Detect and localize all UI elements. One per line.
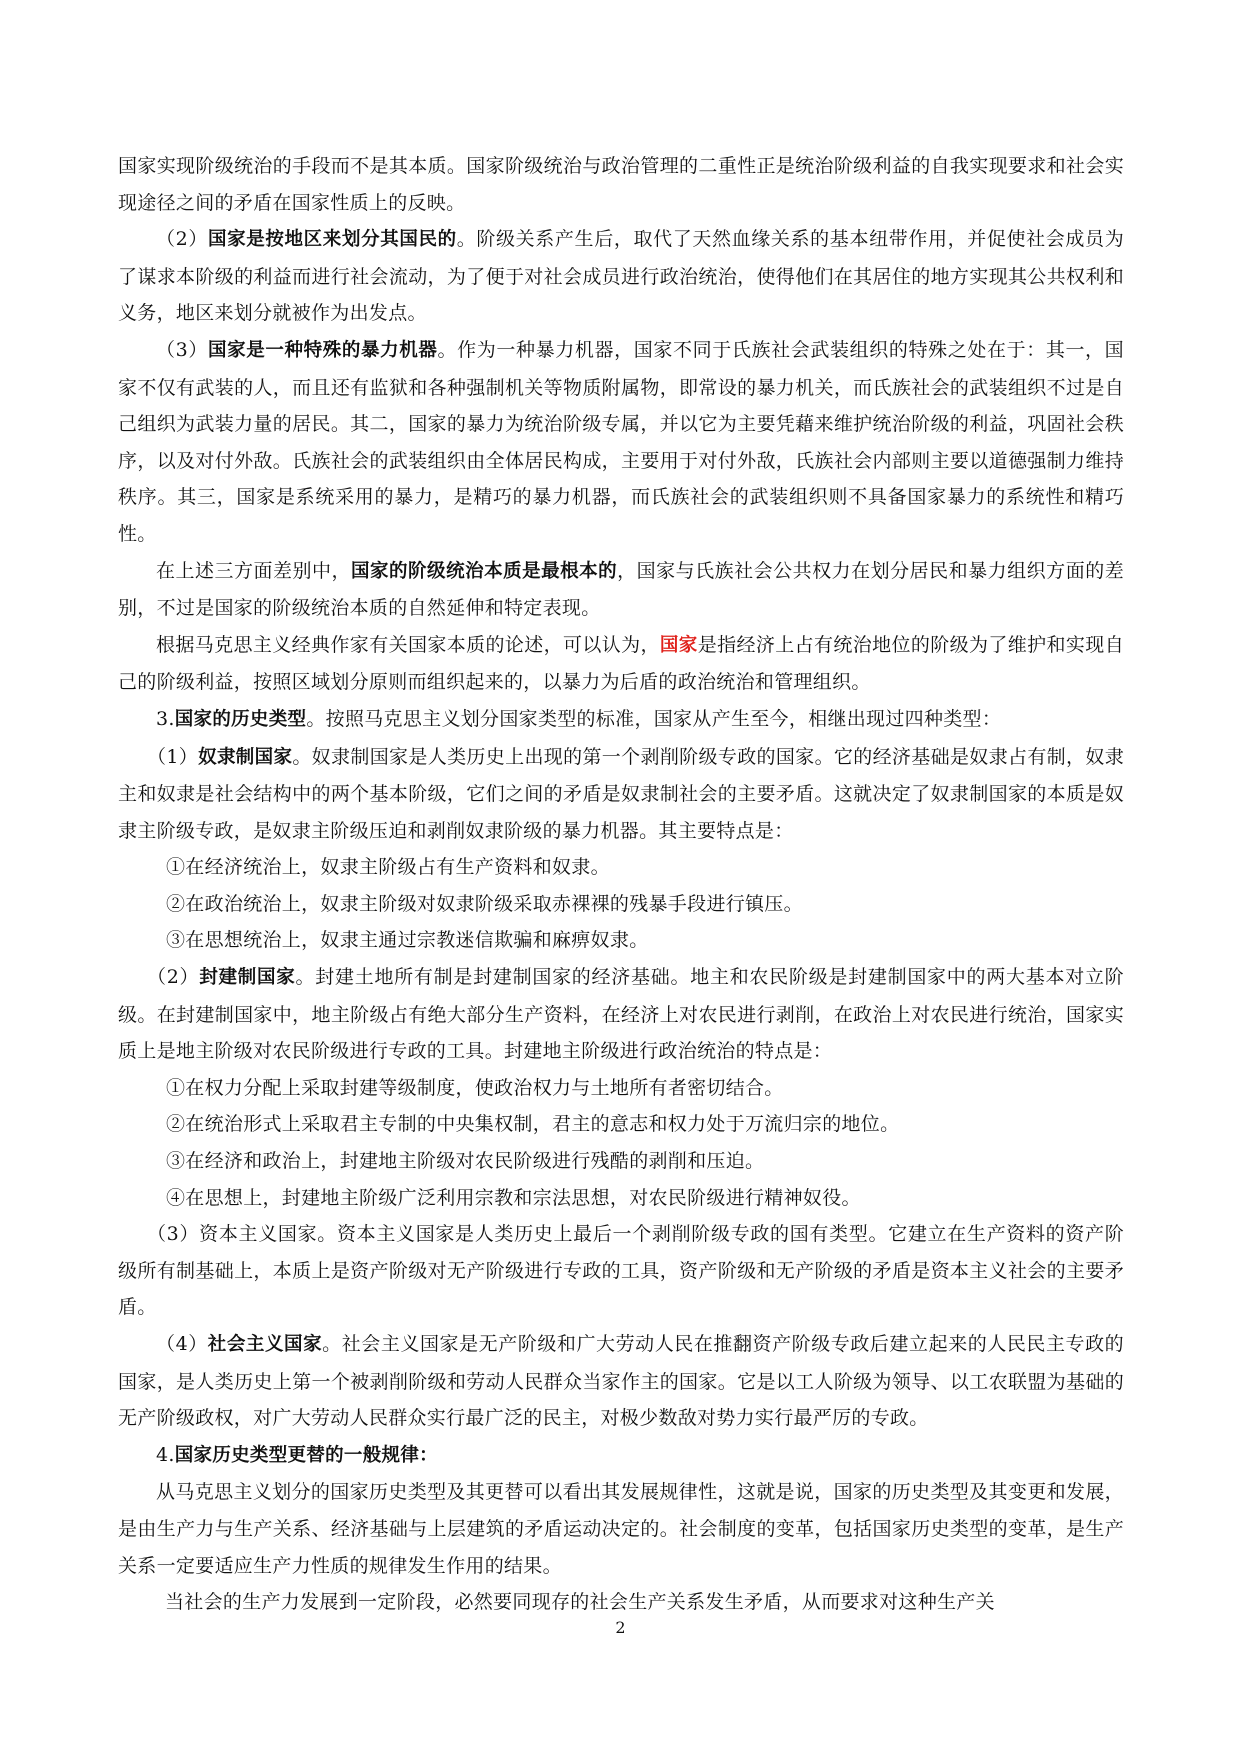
- list-item-feudal-4: ④在思想上，封建地主阶级广泛利用宗教和宗法思想，对农民阶级进行精神奴役。: [166, 1186, 861, 1209]
- paragraph-development-law: 从马克思主义划分的国家历史类型及其更替可以看出其发展规律性，这就是说，国家的历史类型及其变更和发展，是由生产力与生产关系、经济基础与上层建筑的矛盾运动决定的。社会制度的变革，包括国家历史类型的变革，是生产关系一定要适应生产力性质的规律发生作用的结果。: [118, 1481, 1124, 1577]
- item-number: （4）: [156, 1333, 208, 1355]
- paragraph-slave-state: [118, 739, 1124, 850]
- paragraph-text: 是指经济上占有统治地位的阶级为了维护和实现自己的阶级利益，按照区域划分原则而组织起来的，以暴力为后盾的政治统治和管理组织。: [118, 633, 1124, 694]
- bold-heading: 国家是一种特殊的暴力机器: [207, 339, 438, 361]
- item-number: （2）: [147, 966, 200, 989]
- list-item-slave-1: ①在经济统治上，奴隶主阶级占有生产资料和奴隶。: [166, 856, 610, 879]
- paragraph-text: 在上述三方面差别中，: [156, 559, 352, 582]
- list-item-slave-2: ②在政治统治上，奴隶主阶级对奴隶阶级采取赤裸裸的残暴手段进行镇压。: [166, 892, 803, 915]
- bold-heading: 社会主义国家: [207, 1334, 323, 1355]
- bold-heading: 国家是按地区来划分其国民的: [208, 229, 457, 251]
- paragraph-text: ，国家与氏族社会公共权力在划分居民和暴力组织方面的差别，不过是国家的阶级统治本质的自然延伸和特定表现。: [118, 559, 1124, 620]
- bold-heading: 奴隶制国家: [198, 746, 293, 768]
- paragraph-feudal-state: [118, 959, 1124, 1070]
- section-colon: ：: [419, 1444, 438, 1466]
- item-number: （1）: [147, 745, 199, 768]
- paragraph-text: 。按照马克思主义划分国家类型的标准，国家从产生至今，相继出现过四种类型：: [306, 707, 1002, 730]
- page-number: 2: [615, 1618, 626, 1637]
- paragraph-fundamental-difference: [118, 553, 1124, 627]
- paragraph-territorial-division: [118, 221, 1124, 332]
- paragraph-text: 。奴隶制国家是人类历史上出现的第一个剥削阶级专政的国家。它的经济基础是奴隶占有制，奴隶主和奴隶是社会结构中的两个基本阶级，它们之间的矛盾是奴隶制社会的主要矛盾。这就决定了奴隶制国家的本质是奴隶主阶级专政，是奴隶主阶级压迫和剥削奴隶阶级的暴力机器。其主要特点是：: [118, 745, 1124, 842]
- paragraph-text: 。阶级关系产生后，取代了天然血缘关系的基本纽带作用，并促使社会成员为了谋求本阶级的利益而进行社会流动，为了便于对社会成员进行政治统治，使得他们在其居住的地方实现其公共权利和义务，地区来划分就被作为出发点。: [118, 228, 1124, 325]
- highlighted-term: 国家: [659, 634, 698, 656]
- item-number: （2）: [156, 228, 208, 251]
- list-item-feudal-2: ②在统治形式上采取君主专制的中央集权制，君主的意志和权力处于万流归宗的地位。: [166, 1113, 900, 1136]
- section-number: 3.: [156, 707, 175, 730]
- paragraph-text: 。封建土地所有制是封建制国家的经济基础。地主和农民阶级是封建制国家中的两大基本对立阶级。在封建制国家中，地主阶级占有绝大部分生产资料，在经济上对农民进行剥削，在政治上对农民进行统治，国家实质上是地主阶级对农民阶级进行专政的工具。封建地主阶级进行政治统治的特点是：: [118, 966, 1124, 1063]
- document-page: [118, 148, 1124, 1621]
- section-heading: 国家的历史类型: [174, 708, 307, 730]
- section-general-law: [118, 1437, 1124, 1475]
- paragraph-state-nature-end: 国家实现阶级统治的手段而不是其本质。国家阶级统治与政治管理的二重性正是统治阶级利益的自我实现要求和社会实现途径之间的矛盾在国家性质上的反映。: [118, 155, 1124, 214]
- paragraph-socialist-state: [118, 1326, 1124, 1437]
- bold-phrase: 国家的阶级统治本质是最根本的: [351, 560, 618, 582]
- section-historical-types: [118, 701, 1124, 739]
- paragraph-text: 。作为一种暴力机器，国家不同于氏族社会武装组织的特殊之处在于：其一，国家不仅有武装的人，而且还有监狱和各种强制机关等物质附属物，即常设的暴力机关，而氏族社会的武装组织不过是自己组织为武装力量的居民。其二，国家的暴力为统治阶级专属，并以它为主要凭藉来维护统治阶级的利益，巩固社会秩序，以及对付外敌。氏族社会的武装组织由全体居民构成，主要用于对付外敌，氏族社会内部则主要以道德强制力维持秩序。其三，国家是系统采用的暴力，是精巧的暴力机器，而氏族社会的武装组织则不具备国家暴力的系统性和精巧性。: [118, 338, 1124, 545]
- paragraph-productive-forces: 当社会的生产力发展到一定阶段，必然要同现存的社会生产关系发生矛盾，从而要求对这种生产关: [165, 1591, 995, 1614]
- paragraph-capitalist-state: （3）资本主义国家。资本主义国家是人类历史上最后一个剥削阶级专政的国有类型。它建立在生产资料的资产阶级所有制基础上，本质上是资产阶级对无产阶级进行专政的工具，资产阶级和无产阶级的矛盾是资本主义社会的主要矛盾。: [118, 1223, 1124, 1319]
- paragraph-state-definition: [118, 627, 1124, 701]
- list-item-slave-3: ③在思想统治上，奴隶主通过宗教迷信欺骗和麻痹奴隶。: [166, 929, 649, 952]
- item-number: （3）: [156, 338, 208, 361]
- paragraph-text: 。社会主义国家是无产阶级和广大劳动人民在推翻资产阶级专政后建立起来的人民民主专政的国家，是人类历史上第一个被剥削阶级和劳动人民群众当家作主的国家。它是以工人阶级为领导、以工农联盟为基础的无产阶级政权，对广大劳动人民群众实行最广泛的民主，对极少数敌对势力实行最严厉的专政。: [118, 1333, 1124, 1430]
- list-item-feudal-1: ①在权力分配上采取封建等级制度，使政治权力与土地所有者密切结合。: [166, 1076, 784, 1099]
- section-heading: 国家历史类型更替的一般规律: [174, 1444, 420, 1466]
- bold-heading: 封建制国家: [199, 967, 296, 989]
- section-number: 4.: [156, 1443, 175, 1466]
- paragraph-violence-machine: [118, 332, 1124, 553]
- paragraph-text: 根据马克思主义经典作家有关国家本质的论述，可以认为，: [156, 633, 660, 656]
- list-item-feudal-3: ③在经济和政治上，封建地主阶级对农民阶级进行残酷的剥削和压迫。: [166, 1150, 765, 1173]
